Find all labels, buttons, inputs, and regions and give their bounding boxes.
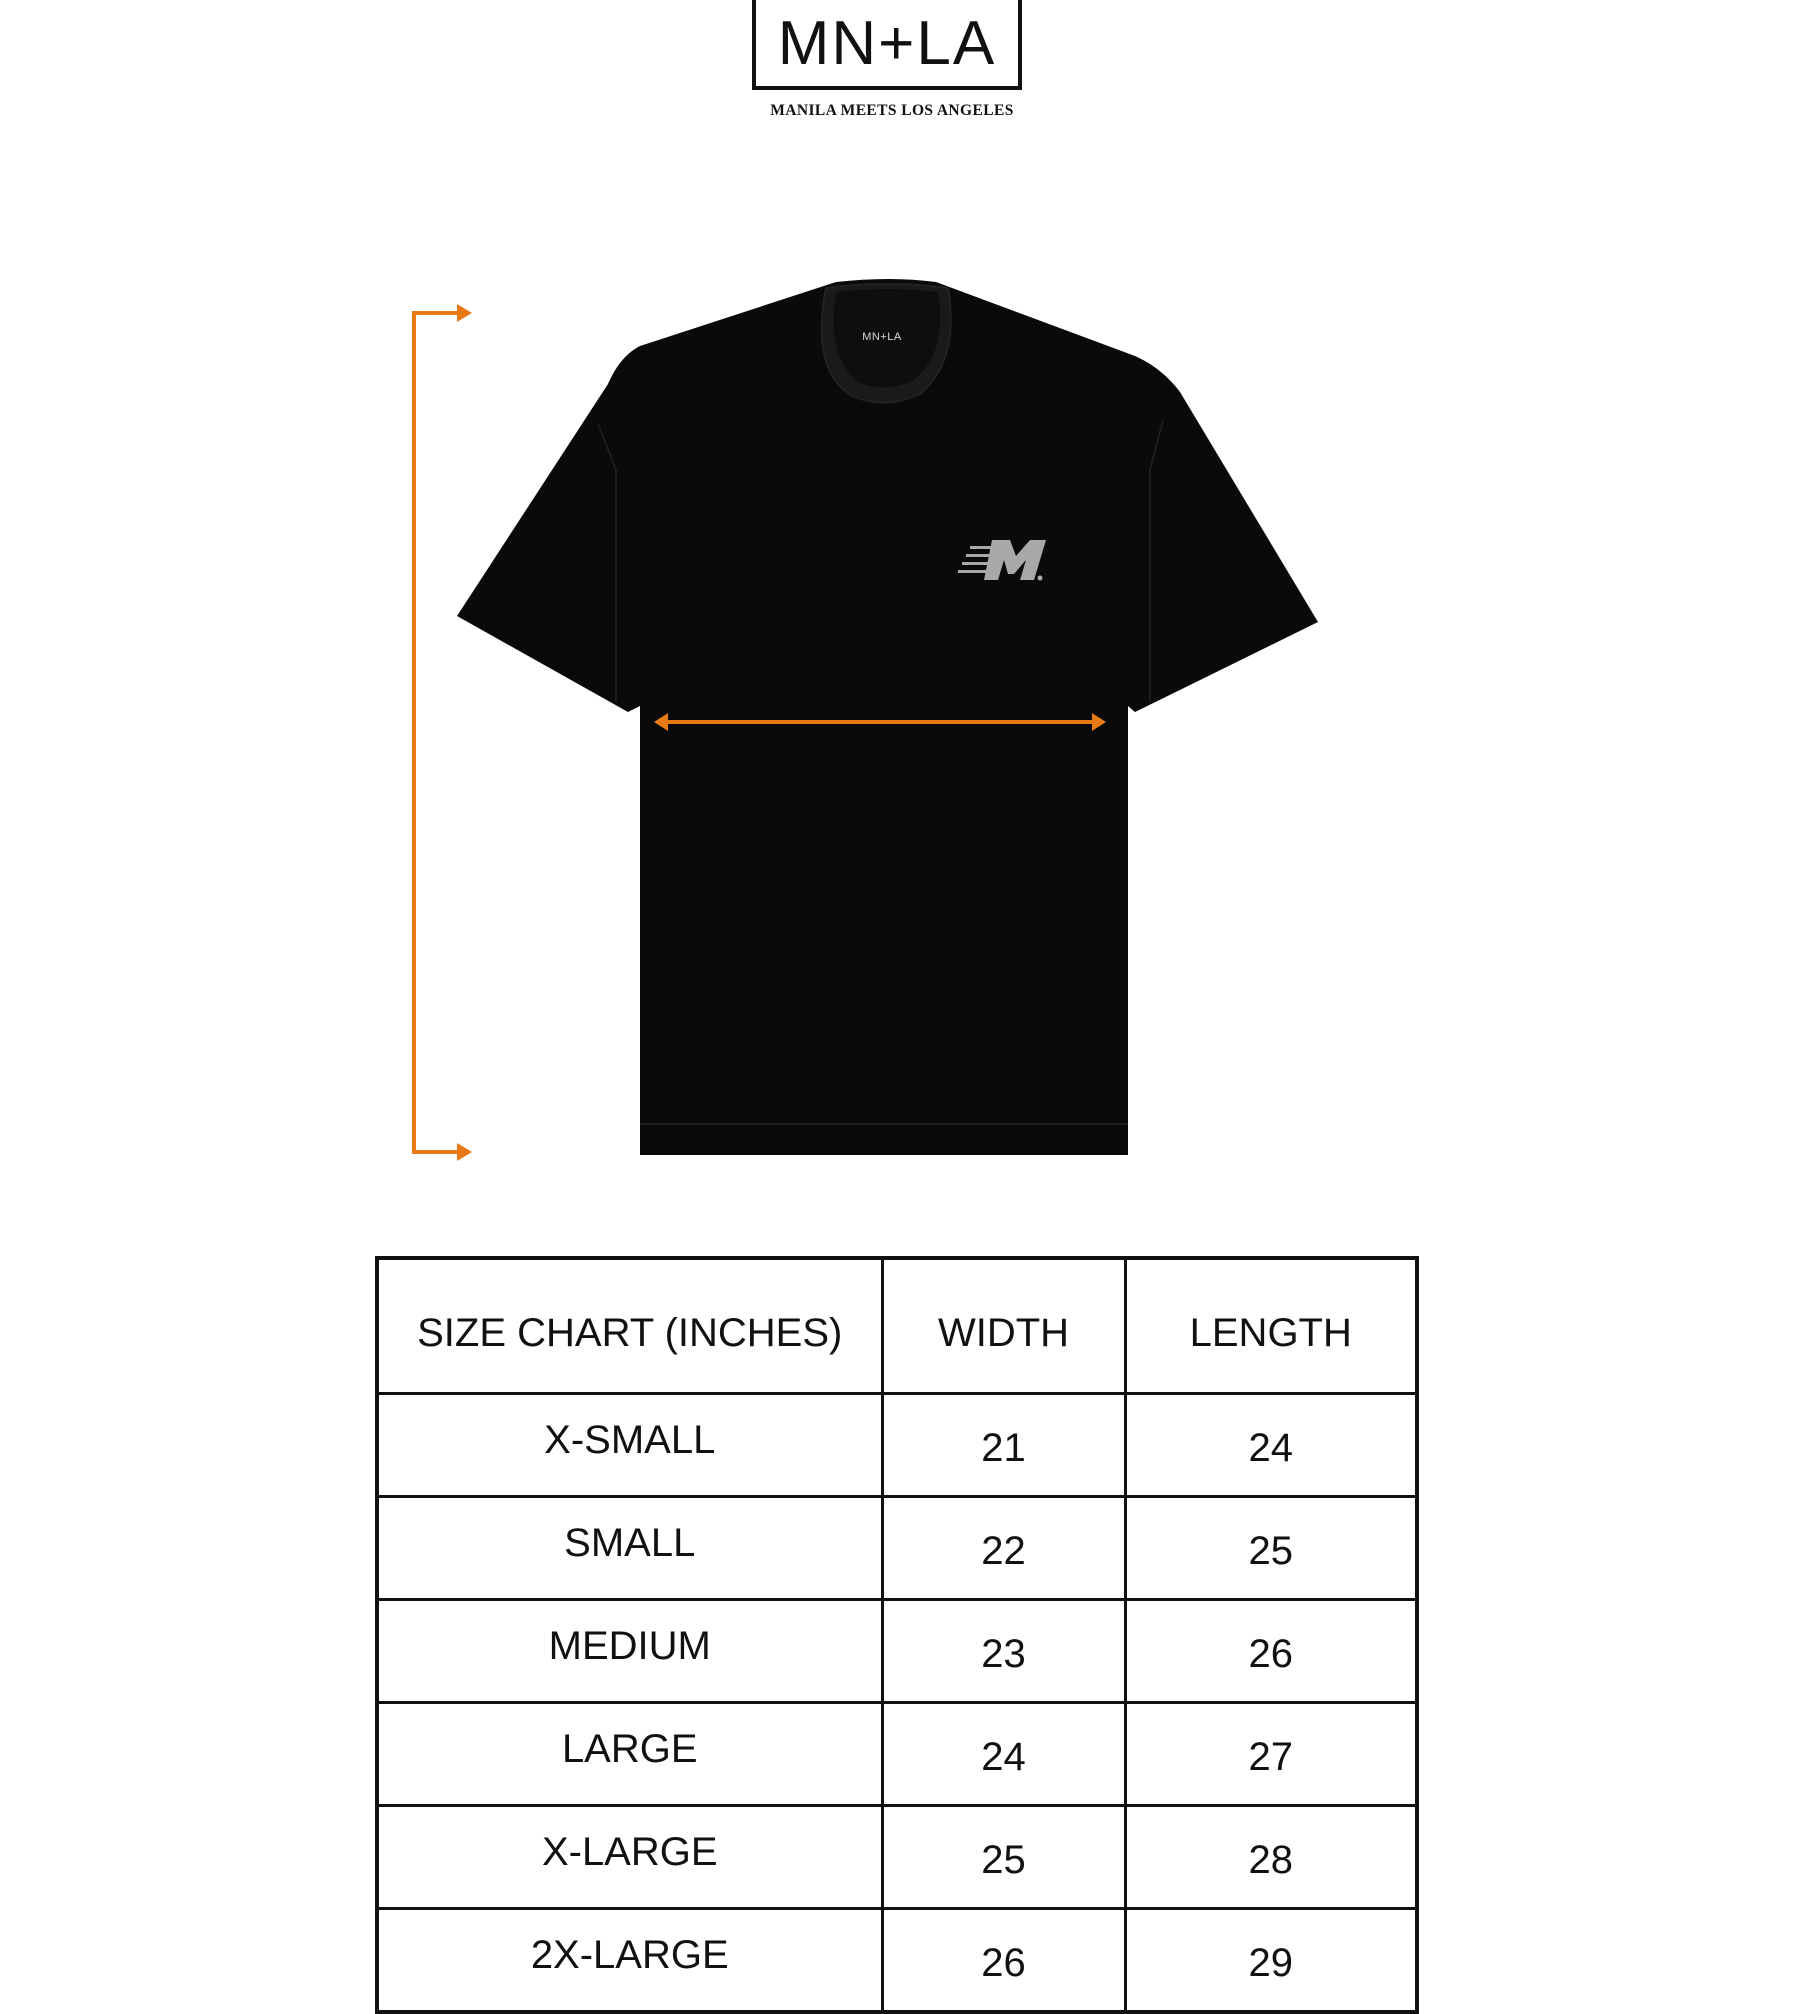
- size-label: X-SMALL: [377, 1394, 882, 1497]
- width-value: 26: [882, 1909, 1125, 2013]
- length-value: 26: [1125, 1600, 1417, 1703]
- size-chart-header-row: [377, 1258, 1417, 1394]
- table-row: [377, 1600, 1417, 1703]
- length-value: 25: [1125, 1497, 1417, 1600]
- table-row: [377, 1497, 1417, 1600]
- table-row: [377, 1394, 1417, 1497]
- length-column-header: LENGTH: [1125, 1258, 1417, 1394]
- neck-label: MN+LA: [862, 331, 902, 343]
- size-label: LARGE: [377, 1703, 882, 1806]
- length-value: 28: [1125, 1806, 1417, 1909]
- logo-text: MN+LA: [777, 9, 997, 78]
- tshirt-body: [457, 279, 1318, 1155]
- length-value: 24: [1125, 1394, 1417, 1497]
- size-label: SMALL: [377, 1497, 882, 1600]
- size-label: X-LARGE: [377, 1806, 882, 1909]
- brand-tagline: MANILA MEETS LOS ANGELES: [770, 102, 1014, 119]
- table-row: [377, 1909, 1417, 2013]
- length-value: 29: [1125, 1909, 1417, 2013]
- width-value: 24: [882, 1703, 1125, 1806]
- length-arrow-icon: [414, 313, 465, 1152]
- size-label: 2X-LARGE: [377, 1909, 882, 2013]
- width-value: 25: [882, 1806, 1125, 1909]
- width-column-header: WIDTH: [882, 1258, 1125, 1394]
- width-value: 21: [882, 1394, 1125, 1497]
- width-value: 23: [882, 1600, 1125, 1703]
- length-value: 27: [1125, 1703, 1417, 1806]
- table-row: [377, 1703, 1417, 1806]
- size-label: MEDIUM: [377, 1600, 882, 1703]
- size-chart-title: SIZE CHART (INCHES): [377, 1258, 882, 1394]
- size-chart-table: [375, 1256, 1419, 2014]
- width-value: 22: [882, 1497, 1125, 1600]
- table-row: [377, 1806, 1417, 1909]
